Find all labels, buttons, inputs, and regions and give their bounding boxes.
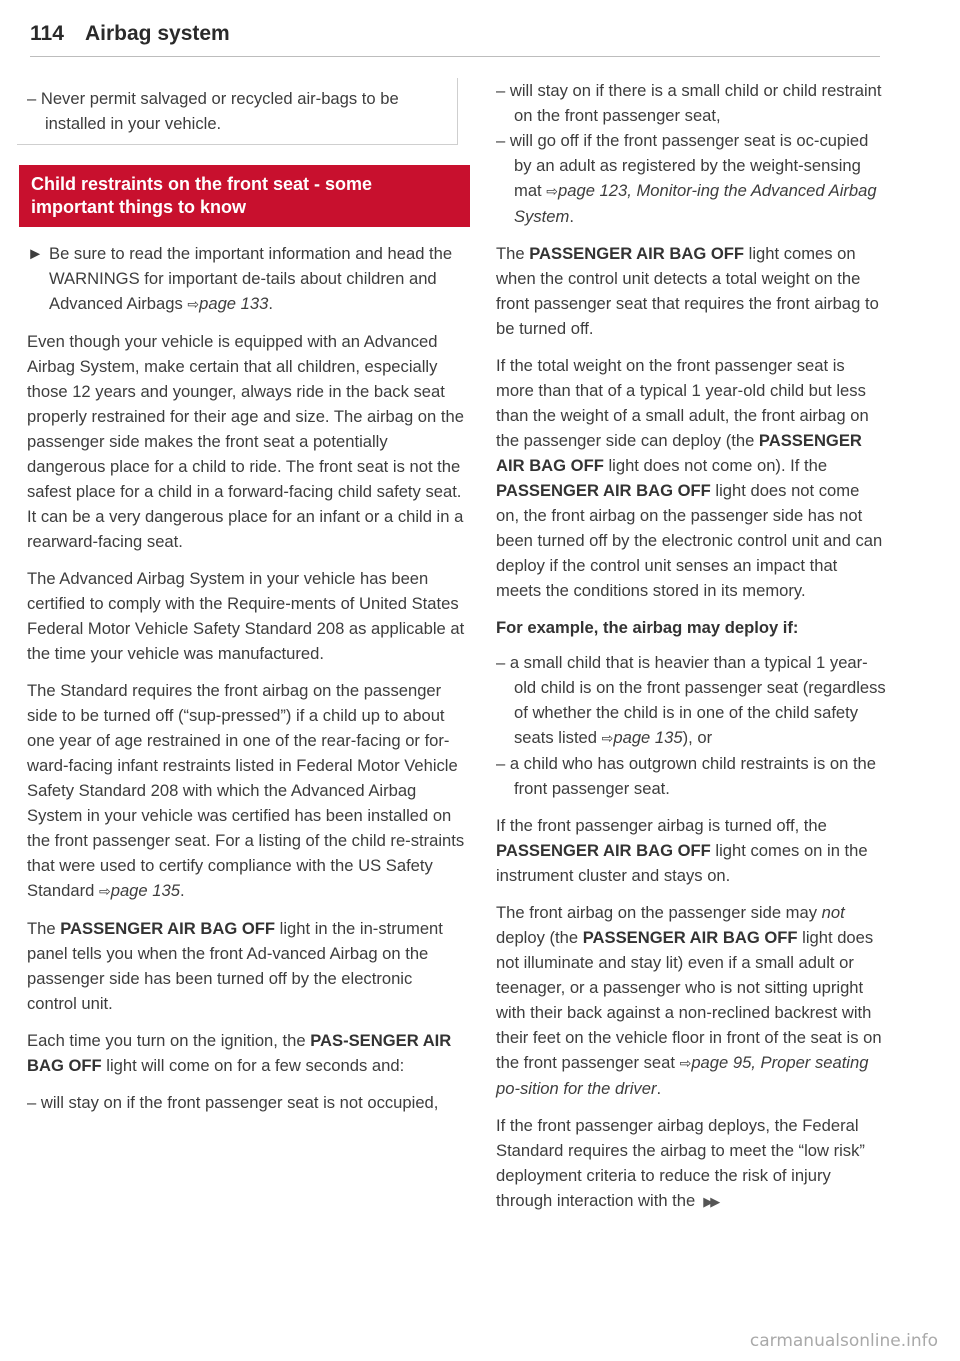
- bullet-item: ► Be sure to read the important information and head the WARNINGS for important de-tails about children and Advanced Airbags ⇨page 133.: [27, 241, 465, 317]
- paragraph: [496, 1113, 886, 1214]
- arrow-right-icon: ⇨: [679, 1055, 692, 1071]
- paragraph: The Advanced Airbag System in your vehicle has been certified to comply with the Require-ments of United States Federal Motor Vehicle Safety Standard 208 as applicable at the time your vehicle was manufactured.: [27, 569, 465, 663]
- dash-list: [496, 650, 886, 801]
- text: Each time you turn on the ignition, the: [27, 1031, 311, 1050]
- text: light does not come on, the front airbag on the passenger side has not been turned off by the electronic control unit and can deploy if the control unit senses an impact that meets the conditions stored in its memory.: [496, 481, 883, 600]
- indicator-name: PASSENGER AIR BAG OFF: [496, 481, 711, 500]
- indicator-name: PASSENGER AIR BAG OFF: [496, 431, 862, 475]
- chapter-title: Airbag system: [85, 22, 230, 45]
- text: If the front passenger airbag is turned off, the: [496, 816, 827, 835]
- text: – a small child that is heavier than a typical 1 year-old child is on the front passenger seat (regardless of whether the child is in one of the child safety seats listed: [496, 653, 886, 747]
- page-ref-link[interactable]: page 123, Monitor-ing the Advanced Airbag System: [514, 181, 877, 226]
- dash-list: [496, 78, 886, 229]
- dash-item: – will stay on if there is a small child or child restraint on the front passenger seat,: [496, 81, 882, 125]
- left-column: [27, 78, 465, 1115]
- text: The: [27, 919, 61, 938]
- indicator-name: PASSENGER AIR BAG OFF: [582, 928, 798, 947]
- arrow-right-icon: ⇨: [546, 183, 559, 199]
- paragraph-text: The Standard requires the front airbag on the passenger side to be turned off (“sup-pressed”) if a child up to about one year of age restrained in one of the rear-facing or for-ward-facing infant restraints listed in Federal Motor Vehicle Safety Standard 208 with which the Advanced Airbag System in your vehicle was certified has been installed on the front passenger seat. For a listing of the child re-straints that were used to certify compliance with the US Safety Standard: [27, 681, 465, 900]
- text: The front airbag on the passenger side may: [496, 903, 822, 922]
- text: – will go off if the front passenger seat is oc-cupied by an adult as registered by the weight-sensing mat: [496, 131, 869, 200]
- page-ref-link[interactable]: page 95, Proper seating po-sition for the driver: [496, 1053, 869, 1098]
- page-ref-link[interactable]: page 133: [199, 294, 269, 313]
- paragraph: The front airbag on the passenger side may not deploy (the PASSENGER AIR BAG OFF light does not illuminate and stay lit) even if a small adult or teenager, or a passenger who is not sitting upright with their back against a non-reclined backrest with their feet on the vehicle floor in front of the seat is on the front passenger seat ⇨page 95, Proper seating po-sition for the driver.: [496, 903, 882, 1098]
- right-column: [496, 78, 886, 1226]
- warning-note-continuation: [17, 78, 458, 145]
- section-heading: Child restraints on the front seat - some important things to know: [19, 165, 470, 227]
- watermark: carmanualsonline.info: [749, 1331, 938, 1351]
- indicator-name: PASSENGER AIR BAG OFF: [60, 919, 276, 938]
- paragraph: [496, 353, 886, 603]
- page-ref-link[interactable]: page 135: [613, 728, 683, 747]
- bullet-text: Be sure to read the important information and head the WARNINGS for important de-tails about children and Advanced Airbags: [49, 244, 453, 313]
- page-number: 114: [30, 22, 64, 45]
- triangle-bullet-icon: ►: [27, 244, 44, 263]
- paragraph: [27, 1028, 465, 1078]
- dash-item: [496, 650, 886, 751]
- text: If the total weight on the front passenger seat is more than that of a typical 1 year-old child but less than the weight of a small adult, the front airbag on the passenger side can deploy (the: [496, 356, 869, 450]
- text: light comes on in the instrument cluster and stays on.: [496, 841, 868, 885]
- dash-item: – will go off if the front passenger seat is oc-cupied by an adult as registered by the weight-sensing mat ⇨page 123, Monitor-ing the Advanced Airbag System.: [496, 131, 877, 226]
- text: light in the in-strument panel tells you when the front Ad-vanced Airbag on the passenger side has been turned off by the electronic control unit.: [27, 919, 443, 1013]
- paragraph: [496, 241, 886, 341]
- continue-arrow-icon: ▶▶: [703, 1194, 718, 1209]
- paragraph: Even though your vehicle is equipped with an Advanced Airbag System, make certain that all children, especially those 12 years and younger, always ride in the back seat properly restrained for their age and size. The airbag on the passenger side makes the front seat a potentially dangerous place for a child to ride. The front seat is not the safest place for a child in a forward-facing child safety seat. It can be a very dangerous place for an infant or a child in a rearward-facing seat.: [27, 332, 464, 551]
- text: If the front passenger airbag deploys, the Federal Standard requires the airbag to meet the “low risk” deployment criteria to reduce the risk of injury through interaction with the: [496, 1116, 865, 1210]
- text: deploy (the: [496, 928, 583, 947]
- indicator-name: PASSENGER AIR BAG OFF: [496, 841, 711, 860]
- dash-item: – a child who has outgrown child restraints is on the front passenger seat.: [496, 754, 877, 798]
- paragraph: [27, 916, 465, 1016]
- paragraph: [496, 813, 886, 888]
- arrow-right-icon: ⇨: [187, 296, 200, 312]
- text: light does not come on). If the: [603, 456, 828, 475]
- text: light comes on when the control unit detects a total weight on the front passenger seat that requires the front airbag to be turned off.: [496, 244, 879, 338]
- indicator-name: PAS-SENGER AIR BAG OFF: [27, 1031, 452, 1075]
- text: The: [496, 244, 530, 263]
- text: light will come on for a few seconds and:: [101, 1056, 405, 1075]
- emphasis: not: [821, 903, 845, 922]
- dash-item: – will stay on if the front passenger seat is not occupied,: [27, 1093, 439, 1112]
- arrow-right-icon: ⇨: [601, 730, 614, 746]
- page-header: [30, 18, 880, 57]
- indicator-name: PASSENGER AIR BAG OFF: [529, 244, 745, 263]
- arrow-right-icon: ⇨: [98, 883, 111, 899]
- page-ref-link[interactable]: page 135: [110, 881, 180, 900]
- subheading: For example, the airbag may deploy if:: [496, 618, 799, 637]
- note-dash-item: – Never permit salvaged or recycled air-bags to be installed in your vehicle.: [27, 89, 399, 133]
- text: ), or: [682, 728, 713, 747]
- paragraph: The Standard requires the front airbag on the passenger side to be turned off (“sup-pressed”) if a child up to about one year of age restrained in one of the rear-facing or for-ward-facing infant restraints listed in Federal Motor Vehicle Safety Standard 208 with which the Advanced Airbag System in your vehicle was certified has been installed on the front passenger seat. For a listing of the child re-straints that were used to certify compliance with the US Safety Standard ⇨page 135.: [27, 681, 465, 900]
- text: light does not illuminate and stay lit) even if a small adult or teenager, or a passenger who is not sitting upright with their back against a non-reclined backrest with their feet on the vehicle floor in front of the seat is on the front passenger seat: [496, 928, 882, 1072]
